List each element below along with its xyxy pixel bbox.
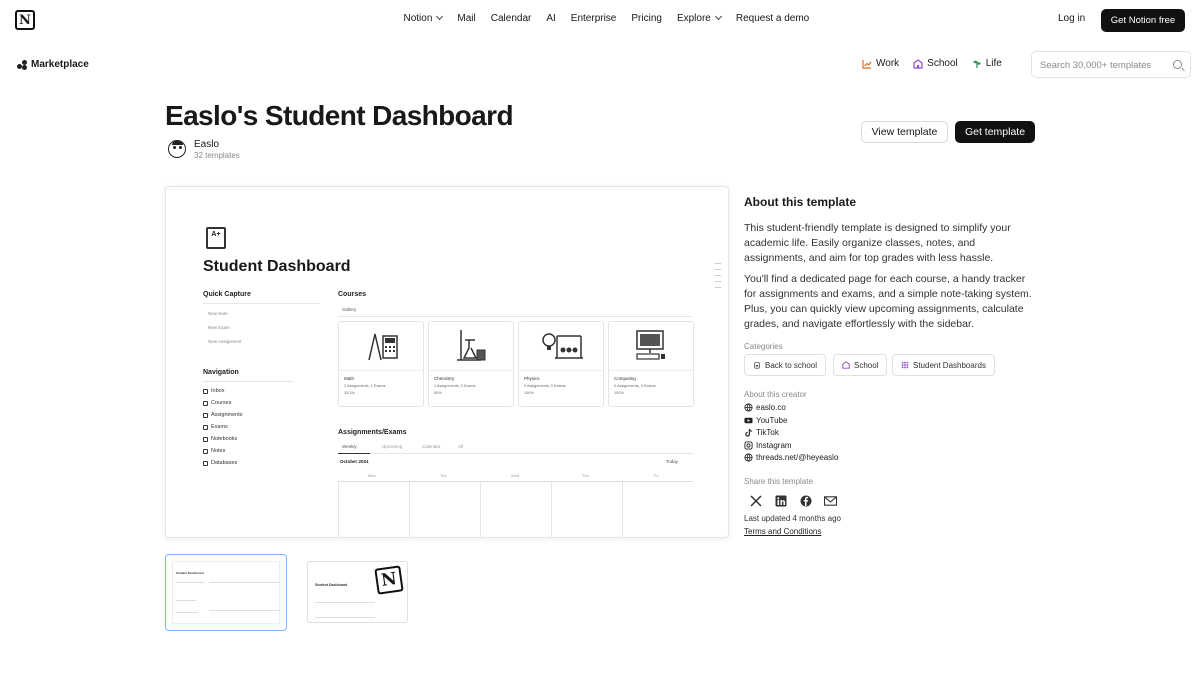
book-icon: A+	[206, 227, 226, 249]
quick-capture-heading: Quick Capture	[203, 291, 251, 298]
courses-heading: Courses	[338, 291, 367, 298]
top-navigation	[0, 0, 1200, 40]
about-heading: About this template	[744, 195, 857, 209]
instagram-icon	[744, 441, 753, 450]
preview-nav-item: Notes	[203, 448, 225, 454]
tab-all: All	[458, 444, 464, 449]
divider	[203, 381, 293, 382]
flask-icon	[451, 328, 491, 364]
nav-enterprise[interactable]: Enterprise	[570, 13, 617, 24]
computer-icon	[631, 329, 671, 363]
creator-link-youtube[interactable]: YouTube	[744, 416, 787, 425]
category-chip-student-dashboards[interactable]: Student Dashboards	[892, 354, 995, 376]
active-tab-underline	[338, 453, 370, 454]
nav-ai[interactable]: AI	[546, 13, 556, 24]
category-life[interactable]: Life	[972, 58, 1002, 69]
preview-nav-item: Notebooks	[203, 436, 237, 442]
course-card-physics: Physics 0 Assignments, 0 Exams 100%	[518, 321, 604, 407]
preview-nav-item: Assignments	[203, 412, 243, 418]
course-card-computing: Computing 0 Assignments, 0 Exams 100%	[608, 321, 694, 407]
avatar[interactable]	[168, 140, 186, 158]
preview-nav-item: Courses	[203, 400, 231, 406]
month-label: October 2024	[340, 459, 369, 464]
preview-title: Student Dashboard	[203, 258, 351, 275]
tab-weekly: Weekly	[342, 444, 357, 449]
lightbulb-cradle-icon	[539, 328, 583, 364]
notion-logo-icon: N	[374, 565, 403, 594]
creator-link-threads[interactable]: threads.net/@heyeaslo	[744, 453, 838, 462]
template-preview-image[interactable]	[165, 186, 729, 538]
creator-label: About this creator	[744, 390, 807, 399]
author-template-count: 32 templates	[194, 151, 240, 160]
divider	[338, 316, 692, 317]
about-description-1: This student-friendly template is designed to simplify your academic life. Easily organize classes, notes, and assignments, and aim for top grades with less hassle.	[744, 222, 1011, 264]
nav-notion[interactable]: Notion	[396, 13, 450, 24]
nav-pricing[interactable]: Pricing	[631, 13, 662, 24]
category-chip-back-to-school[interactable]: Back to school	[744, 354, 826, 376]
capture-item: New Assignment	[208, 339, 242, 344]
category-chip-school[interactable]: School	[833, 354, 887, 376]
youtube-icon	[744, 416, 753, 425]
chevron-down-icon	[436, 13, 443, 20]
preview-nav-item: Inbox	[203, 388, 224, 394]
grid-icon	[901, 361, 909, 369]
get-template-button[interactable]: Get template	[955, 121, 1035, 143]
globe-icon	[744, 453, 753, 462]
day-header: Tue	[440, 473, 447, 478]
preview-nav-item: Exams	[203, 424, 228, 430]
view-template-button[interactable]: View template	[861, 121, 948, 143]
notion-logo-icon[interactable]: N	[15, 10, 35, 30]
chevron-down-icon	[715, 13, 722, 20]
login-link[interactable]: Log in	[1058, 13, 1086, 24]
tiktok-icon	[744, 428, 753, 437]
marketplace-link[interactable]: Marketplace	[17, 59, 89, 70]
marketplace-icon	[17, 60, 27, 70]
day-header: Fri	[654, 473, 659, 478]
preview-thumbnail-2[interactable]: Student Dashboard N	[307, 561, 408, 623]
category-school[interactable]: School	[913, 58, 958, 69]
search-input[interactable]: Search 30,000+ templates	[1031, 51, 1191, 78]
get-notion-free-button[interactable]: Get Notion free	[1101, 9, 1185, 32]
nav-explore[interactable]: Explore	[669, 13, 728, 24]
page-title: Easlo's Student Dashboard	[165, 100, 513, 131]
nav-request-demo[interactable]: Request a demo	[735, 13, 810, 24]
backpack-icon	[753, 361, 761, 369]
about-description-2: You'll find a dedicated page for each course, a handy tracker for assignments and exams, and a simple note-taking system. Plus, you can quickly view upcoming assignments, calculate grades, and navigate effortlessly with the sidebar.	[744, 273, 1032, 330]
preview-thumbnail-1[interactable]: Student Dashboard	[165, 554, 287, 631]
capture-item: New Note	[208, 311, 228, 316]
share-label: Share this template	[744, 477, 813, 486]
capture-item: New Exam	[208, 325, 230, 330]
school-icon	[842, 361, 850, 369]
divider	[338, 453, 693, 454]
gallery-tab: Gallery	[342, 307, 357, 312]
search-icon	[1173, 60, 1182, 69]
marketplace-bar	[0, 50, 1200, 80]
nav-links	[396, 13, 817, 24]
creator-link-website[interactable]: easlo.co	[744, 403, 786, 412]
navigation-heading: Navigation	[203, 369, 239, 376]
course-card-chemistry: Chemistry 1 Assignments, 0 Exams 50%	[428, 321, 514, 407]
course-card-math: Math 2 Assignments, 1 Exams 33.3%	[338, 321, 424, 407]
facebook-share-icon[interactable]	[799, 494, 812, 507]
email-share-icon[interactable]	[824, 494, 837, 507]
day-header: Mon	[368, 473, 376, 478]
category-work[interactable]: Work	[862, 58, 899, 69]
author-name[interactable]: Easlo	[194, 139, 220, 150]
assignments-heading: Assignments/Exams	[338, 429, 407, 436]
globe-icon	[744, 403, 753, 412]
tab-calendar: Calendar	[422, 444, 441, 449]
x-share-icon[interactable]	[749, 494, 762, 507]
compass-calculator-icon	[361, 330, 401, 362]
category-links	[862, 58, 1002, 69]
day-header: Thu	[582, 473, 589, 478]
nav-mail[interactable]: Mail	[457, 13, 476, 24]
linkedin-share-icon[interactable]	[774, 494, 787, 507]
nav-calendar[interactable]: Calendar	[490, 13, 532, 24]
chart-icon	[862, 59, 872, 69]
calendar-grid	[338, 481, 693, 538]
plant-icon	[972, 59, 982, 69]
school-icon	[913, 59, 923, 69]
day-header: Wed	[511, 473, 520, 478]
creator-link-tiktok[interactable]: TikTok	[744, 428, 779, 437]
terms-link[interactable]: Terms and Conditions	[744, 527, 822, 536]
outline-marks	[715, 263, 721, 293]
today-button: Today	[666, 459, 679, 464]
categories-label: Categories	[744, 342, 783, 351]
divider	[203, 303, 320, 304]
creator-link-instagram[interactable]: Instagram	[744, 441, 792, 450]
preview-nav-item: Databases	[203, 460, 237, 466]
last-updated: Last updated 4 months ago	[744, 514, 841, 523]
tab-upcoming: Upcoming	[382, 444, 403, 449]
